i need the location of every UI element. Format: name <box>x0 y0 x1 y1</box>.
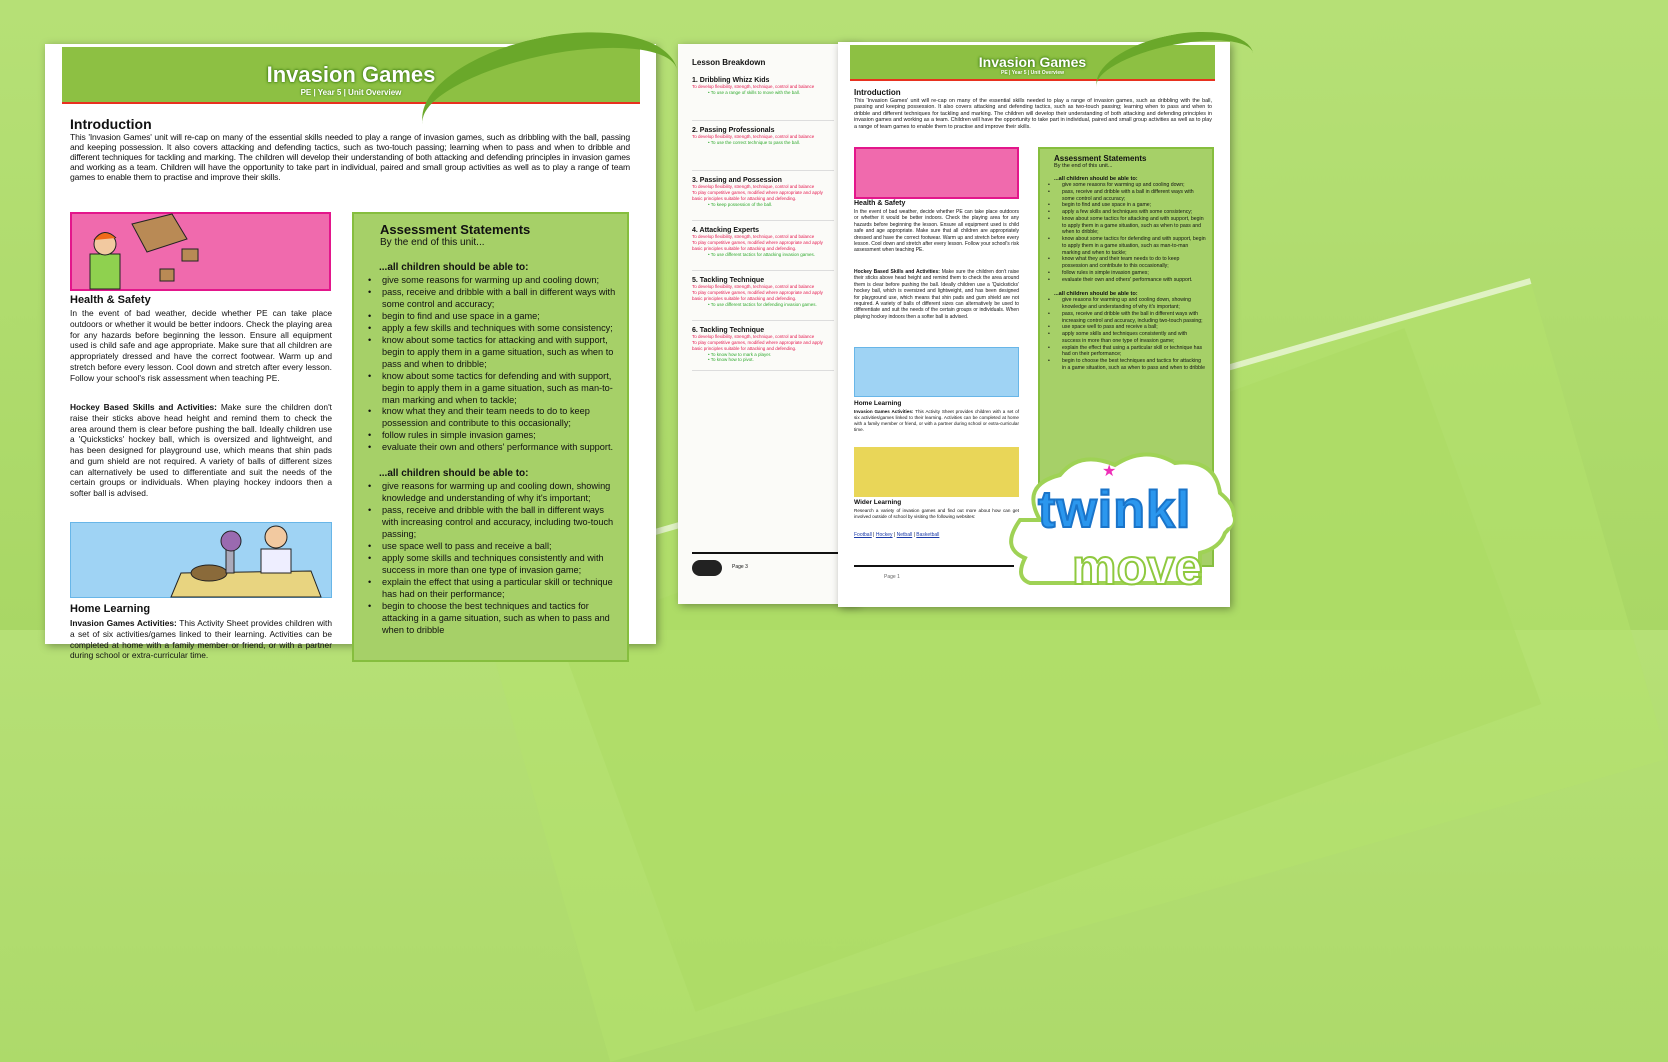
assessment-item: • evaluate their own and others' performance with support. <box>1046 277 1206 284</box>
lesson-objective: To develop flexibility, strength, technique, control and balance <box>692 284 815 289</box>
page-title: Invasion Games <box>266 62 436 87</box>
assessment-item: • explain the effect that using a particular skill or technique has had on their performance; <box>1046 345 1206 359</box>
assessment-heading: Assessment Statements <box>380 222 531 237</box>
home-learning-text <box>854 409 1019 433</box>
twinkl-move-footer-logo <box>692 560 722 576</box>
page-title: Invasion Games <box>978 54 1087 70</box>
lesson-outcome: • To know how to mark a player. <box>708 351 772 357</box>
wider-learning-heading: Wider Learning <box>854 499 902 506</box>
lesson-objective: To develop flexibility, strength, technique, control and balance <box>692 84 815 89</box>
assessment-item: • use space well to pass and receive a ball; <box>366 541 619 553</box>
lesson-objective: To develop flexibility, strength, technique, control and balance <box>692 234 815 239</box>
assessment-item: • pass, receive and dribble with the ball in different ways with increasing control and accuracy, including two-touch passing; <box>1046 311 1206 325</box>
lesson-objective: To play competitive games, modified where appropriate and apply basic principles suitable for attacking and defending. <box>692 289 823 301</box>
assessment-item: • evaluate their own and others' performance with support. <box>366 442 619 454</box>
assessment-intro: By the end of this unit... <box>380 237 485 248</box>
assessment-item: • begin to find and use space in a game; <box>1046 202 1206 209</box>
health-safety-text: In the event of bad weather, decide whether PE can take place outdoors or whether it would be better indoors. Check the playing area for any hazards before beginning the lesson. Ensure all equipment used is child safe and age appropriate. Make sure that all children are appropriately dressed and have the correct footwear. Warm up and stretch before every lesson. Cool down and stretch after every lesson. Follow your school's risk assessment when teaching PE. <box>70 308 332 383</box>
hockey-label: Hockey Based Skills and Activities: <box>70 402 217 412</box>
assessment-item: • give some reasons for warming up and cooling down; <box>1046 182 1206 189</box>
assessment-item: • begin to choose the best techniques and tactics for attacking in a game situation, such as when to pass and when to dribble <box>366 601 619 637</box>
lesson-title: 6. Tackling Technique <box>692 327 765 334</box>
lesson-item <box>692 121 834 171</box>
document-page-3-lessons <box>678 44 858 604</box>
hockey-body: Make sure the children don't raise their sticks above head height and remind them to check the area around them is clear before pushing the ball. Ideally children use a 'Quicksticks' hockey ball, which is oversized and lightweight, and has been designed for playground use, which means that shin pads and gum shield are not required. A variety of balls of different sizes can alternatively be used to differentiate and suit the needs of the certain groups or individuals. When playing hockey indoors then a softer ball is advised. <box>854 269 1019 320</box>
lesson-list <box>692 71 834 371</box>
assessment-item: • begin to find and use space in a game; <box>366 311 619 323</box>
star-icon: ★ <box>1102 463 1117 480</box>
lesson-objective: To play competitive games, modified where appropriate and apply basic principles suitable for attacking and defending. <box>692 189 823 201</box>
assessment-item: • explain the effect that using a particular skill or technique has had on their performance; <box>366 577 619 601</box>
lesson-outcome: • To know how to pivot. <box>708 357 754 363</box>
assessment-item: • pass, receive and dribble with a ball in different ways with some control and accuracy; <box>1046 189 1206 203</box>
assessment-item: • use space well to pass and receive a ball; <box>1046 324 1206 331</box>
home-learning-label: Invasion Games Activities: <box>70 618 177 628</box>
lesson-title: 2. Passing Professionals <box>692 127 775 134</box>
page-number: Page 1 <box>884 574 900 580</box>
assessment-intro: By the end of this unit... <box>1054 163 1113 169</box>
lesson-item <box>692 71 834 121</box>
lesson-outcome: • To use different tactics for defending invasion games. <box>708 301 817 307</box>
assessment-item: • apply a few skills and techniques with some consistency; <box>366 323 619 335</box>
hockey-label: Hockey Based Skills and Activities: <box>854 269 940 275</box>
lesson-item <box>692 321 834 371</box>
assessment-item: • apply some skills and techniques consistently and with success in more than one type of invasion game; <box>1046 331 1206 345</box>
lesson-title: 4. Attacking Experts <box>692 227 760 234</box>
assessment-box <box>352 212 629 662</box>
lesson-title: 1. Dribbling Whizz Kids <box>692 77 770 84</box>
assessment-item: • apply a few skills and techniques with some consistency; <box>1046 209 1206 216</box>
lesson-objective: To develop flexibility, strength, technique, control and balance <box>692 134 815 139</box>
assessment-group2-heading: ...all children should be able to: <box>379 468 529 480</box>
assessment-item: • follow rules in simple invasion games; <box>366 430 619 442</box>
website-links: Football | Hockey | Netball | Basketball <box>854 532 940 538</box>
assessment-item: • begin to choose the best techniques and tactics for attacking in a game situation, such as when to pass and when to dribble <box>1046 358 1206 372</box>
assessment-item: • pass, receive and dribble with the ball in different ways with increasing control and accuracy, including two-touch passing; <box>366 505 619 541</box>
page-subtitle: PE | Year 5 | Unit Overview <box>1000 70 1064 76</box>
health-safety-illustration <box>70 212 331 291</box>
hockey-text <box>70 402 332 499</box>
lesson-objective: To develop flexibility, strength, technique, control and balance <box>692 334 815 339</box>
home-learning-label: Invasion Games Activities: <box>854 409 914 414</box>
assessment-heading: Assessment Statements <box>1054 154 1147 163</box>
lesson-objective: To develop flexibility, strength, technique, control and balance <box>692 184 815 189</box>
page-subtitle: PE | Year 5 | Unit Overview <box>300 88 402 97</box>
home-learning-text <box>70 618 332 661</box>
assessment-item: • know about some tactics for attacking and with support, begin to apply them in a game situation, such as when to pass and when to dribble; <box>366 335 619 371</box>
wider-learning-illustration <box>854 447 1019 497</box>
website-link[interactable]: Hockey <box>875 532 893 538</box>
assessment-item: • know about some tactics for defending and with support, begin to apply them in a game situation, such as man-to-man marking and when to tackle; <box>1046 236 1206 256</box>
lesson-objective: To play competitive games, modified where appropriate and apply basic principles suitable for attacking and defending. <box>692 239 823 251</box>
assessment-item: • apply some skills and techniques consistently and with success in more than one type of invasion game; <box>366 553 619 577</box>
twinkl-wordmark: twinkl <box>1038 481 1192 539</box>
assessment-item: • follow rules in simple invasion games; <box>1046 270 1206 277</box>
wider-learning-text: Research a variety of invasion games and find out more about how can get involved outside of school by visiting the following websites: <box>854 508 1019 519</box>
assessment-item: • know what they and their team needs to do to keep possession and contribute to this occasionally; <box>366 406 619 430</box>
page-number: Page 3 <box>732 564 748 570</box>
lesson-title: 5. Tackling Technique <box>692 277 765 284</box>
assessment-group2-list <box>366 481 619 636</box>
website-link[interactable]: Netball <box>896 532 913 538</box>
assessment-group1-heading: ...all children should be able to: <box>379 262 529 273</box>
page-header <box>850 45 1215 81</box>
home-learning-heading: Home Learning <box>854 400 902 407</box>
document-page-1 <box>45 44 656 661</box>
health-safety-illustration <box>854 147 1019 199</box>
assessment-item: • know about some tactics for attacking and with support, begin to apply them in a game situation, such as when to pass and when to dribble; <box>1046 216 1206 236</box>
home-learning-body: This Activity Sheet provides children with a set of six activities/games linked to their learning. Activities can be completed at home with a family member or friend, or with a partner during school or extra-curricular time. <box>854 409 1019 432</box>
page-header <box>62 47 640 104</box>
hockey-body: Make sure the children don't raise their sticks above head height and remind them to check the area around them is clear before pushing the ball. Ideally children use a 'Quicksticks' hockey ball, which is oversized and lightweight, and has been designed for playground use, which means that shin pads and gum shield are not required. A variety of balls of different sizes can alternatively be used to differentiate and suit the needs of the certain groups or individuals. When playing hockey indoors then a softer ball is advised. <box>70 402 332 498</box>
intro-text: This 'Invasion Games' unit will re-cap on many of the essential skills needed to play a range of invasion games, such as dribbling with the ball, passing and keeping possession. It also covers attacking and defending tactics, such as two-touch passing; learning when to pass and when to dribble and different techniques for tackling and marking. The children will develop their understanding of both attacking and defending principles in invasion games and working as a team. Children will have the opportunity to take part in individual, paired and small group activities as well as to play a range of team games to enable them to practise and improve their skills. <box>854 98 1212 130</box>
assessment-item: • give reasons for warming up and cooling down, showing knowledge and understanding of why it's important; <box>1046 297 1206 311</box>
assessment-item: • know about some tactics for defending and with support, begin to apply them in a game situation, such as man-to-man marking and when to tackle; <box>366 371 619 407</box>
lesson-title: 3. Passing and Possession <box>692 177 782 184</box>
website-link[interactable]: Basketball <box>916 532 940 538</box>
intro-heading: Introduction <box>70 116 152 132</box>
lesson-objective: To play competitive games, modified where appropriate and apply basic principles suitable for attacking and defending. <box>692 339 823 351</box>
lesson-breakdown-heading: Lesson Breakdown <box>692 58 766 67</box>
health-safety-heading: Health & Safety <box>70 294 151 306</box>
intro-heading: Introduction <box>854 88 901 97</box>
assessment-group1-list <box>366 275 619 454</box>
intro-text: This 'Invasion Games' unit will re-cap on many of the essential skills needed to play a range of invasion games, such as dribbling with the ball, passing and keeping possession. It also covers attacking and defending tactics, such as two-touch passing; learning when to pass and when to dribble and different techniques for tackling and marking. The children will develop their understanding of both attacking and defending principles in invasion games and working as a team. Children will have the opportunity to take part in individual, paired and small group activities as well as to play a range of team games to enable them to practise and improve their skills. <box>70 132 630 182</box>
assessment-group1-list <box>1046 182 1206 283</box>
home-learning-illustration <box>70 522 332 598</box>
assessment-item: • give some reasons for warming up and cooling down; <box>366 275 619 287</box>
website-link[interactable]: Football <box>854 532 872 538</box>
assessment-item: • pass, receive and dribble with a ball in different ways with some control and accuracy; <box>366 287 619 311</box>
lesson-outcome: • To keep possession of the ball. <box>708 201 773 207</box>
home-learning-heading: Home Learning <box>70 603 151 615</box>
assessment-group2-heading: ...all children should be able to: <box>1054 291 1138 298</box>
lesson-item <box>692 271 834 321</box>
assessment-item: • know what they and their team needs to do to keep possession and contribute to this occasionally; <box>1046 256 1206 270</box>
assessment-item: • give reasons for warming up and cooling down, showing knowledge and understanding of why it's important; <box>366 481 619 505</box>
twinkl-move-logo <box>1010 460 1250 610</box>
home-learning-illustration <box>854 347 1019 397</box>
lesson-outcome: • To use the correct technique to pass the ball. <box>708 139 801 145</box>
lesson-item <box>692 171 834 221</box>
assessment-group1-heading: ...all children should be able to: <box>1054 176 1138 182</box>
health-safety-heading: Health & Safety <box>854 200 906 207</box>
hockey-text <box>854 269 1019 320</box>
lesson-outcome: • To use different tactics for attacking invasion games. <box>708 251 815 257</box>
home-learning-body: This Activity Sheet provides children with a set of six activities/games linked to their learning. Activities can be completed at home with a family member or friend, or with a partner during school or extra-curricular time. <box>70 618 332 661</box>
lesson-outcome: • To use a range of skills to move with the ball. <box>708 89 801 95</box>
lesson-item <box>692 221 834 271</box>
health-safety-text: In the event of bad weather, decide whether PE can take place outdoors or whether it would be better indoors. Check the playing area for any hazards before beginning the lesson. Ensure all equipment used is child safe and age appropriate. Make sure that all children are appropriately dressed and have the correct footwear. Warm up and stretch before every lesson. Cool down and stretch after every lesson. Follow your school's risk assessment when teaching PE. <box>854 209 1019 254</box>
move-wordmark: move <box>1072 539 1203 595</box>
assessment-group2-list <box>1046 297 1206 371</box>
